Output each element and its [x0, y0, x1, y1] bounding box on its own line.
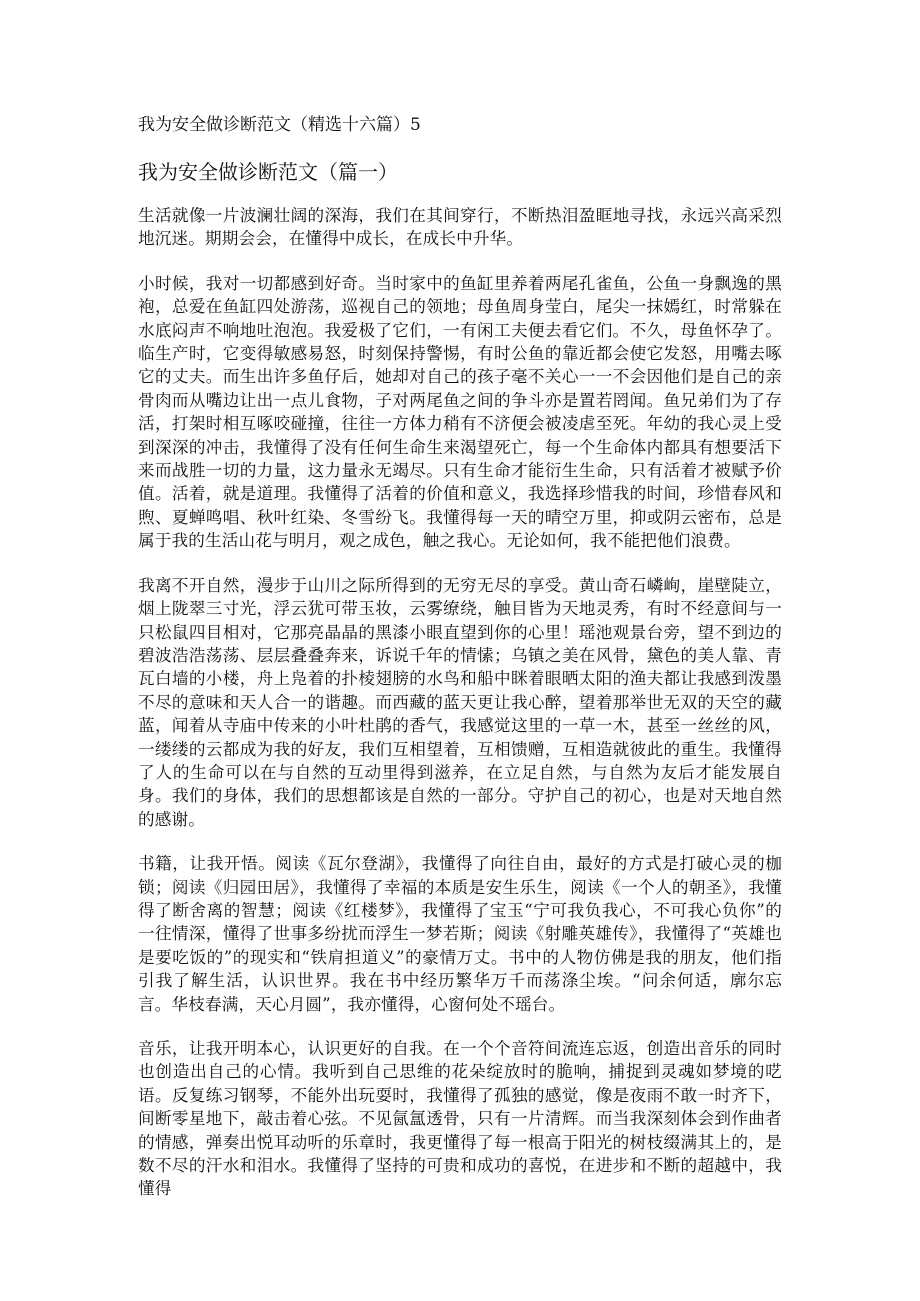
- paragraph-books: 书籍，让我开悟。阅读《瓦尔登湖》，我懂得了向往自由，最好的方式是打破心灵的枷锁；阅读《归园田居》，我懂得了幸福的本质是安生乐生，阅读《一个人的朝圣》，我懂得了断舍离的智慧；阅读《红楼梦》，我懂得了宝玉“宁可我负我心，不可我心负你”的一往情深，懂得了世事多纷扰而浮生一梦若斯；阅读《射雕英雄传》，我懂得了“英雄也是要吃饭的”的现实和“铁肩担道义”的豪情万丈。书中的人物仿佛是我的朋友，他们指引我了解生活，认识世界。我在书中经历繁华万千而荡涤尘埃。“问余何适，廓尔忘言。华枝春满，天心月圆”，我亦懂得，心窗何处不瑶台。: [138, 854, 782, 1014]
- document-title: 我为安全做诊断范文（精选十六篇）5: [138, 115, 421, 135]
- body-text: [138, 204, 782, 1222]
- paragraph-music: 音乐，让我开明本心，认识更好的自我。在一个个音符间流连忘返，创造出音乐的同时也创造出自己的心情。我听到自己思维的花朵绽放时的脆响，捕捉到灵魂如梦境的呓语。反复练习钢琴，不能外出玩耍时，我懂得了孤独的感觉，像是夜雨不敢一时齐下，间断零星地下，敲击着心弦。不见氤氲透骨，只有一片清辉。而当我深刻体会到作曲者的情感，弹奏出悦耳动听的乐章时，我更懂得了每一根高于阳光的树枝缀满其上的，是数不尽的汗水和泪水。我懂得了坚持的可贵和成功的喜悦，在进步和不断的超越中，我懂得: [138, 1039, 782, 1199]
- section-heading: 我为安全做诊断范文（篇一）: [138, 160, 398, 184]
- paragraph-intro: 生活就像一片波澜壮阔的深海，我们在其间穿行，不断热泪盈眶地寻找，永远兴高采烈地沉迷。期期会会，在懂得中成长，在成长中升华。: [138, 206, 782, 249]
- paragraph-nature: 我离不开自然，漫步于山川之际所得到的无穷无尽的享受。黄山奇石嶙峋，崖壁陡立，烟上陇翠三寸光，浮云犹可带玉妆，云雾缭绕，触目皆为天地灵秀，有时不经意间与一只松鼠四目相对，它那亮晶晶的黑漆小眼直望到你的心里！瑶池观景台旁，望不到边的碧波浩浩荡荡、层层叠叠奔来，诉说千年的情愫；乌镇之美在风骨，黛色的美人靠、青瓦白墙的小楼，舟上凫着的扑棱翅膀的水鸟和船中眯着眼晒太阳的渔夫都让我感到泼墨不尽的意味和天人合一的谐趣。而西藏的蓝天更让我心醉，望着那举世无双的天空的藏蓝，闻着从寺庙中传来的小叶杜鹃的香气，我感觉这里的一草一木，甚至一丝丝的风，一缕缕的云都成为我的好友，我们互相望着，互相馈赠，互相造就彼此的重生。我懂得了人的生命可以在与自然的互动里得到滋养，在立足自然，与自然为友后才能发展自身。我们的身体，我们的思想都该是自然的一部分。守护自己的初心，也是对天地自然的感谢。: [138, 575, 782, 829]
- paragraph-childhood-fish: 小时候，我对一切都感到好奇。当时家中的鱼缸里养着两尾孔雀鱼，公鱼一身飘逸的黑袍，总爱在鱼缸四处游荡，巡视自己的领地；母鱼周身莹白，尾尖一抹嫣红，时常躲在水底闷声不响地吐泡泡。我爱极了它们，一有闲工夫便去看它们。不久，母鱼怀孕了。临生产时，它变得敏感易怒，时刻保持警惕，有时公鱼的靠近都会使它发怒，用嘴去啄它的丈夫。而生出许多鱼仔后，她却对自己的孩子毫不关心一一不会因他们是自己的亲骨肉而从嘴边让出一点儿食物，子对两尾鱼之间的争斗亦是置若罔闻。鱼兄弟们为了存活，打架时相互啄咬碰撞，往往一方体力稍有不济便会被凌虐至死。年幼的我心灵上受到深深的冲击，我懂得了没有任何生命生来渴望死亡，每一个生命体内都具有想要活下来而战胜一切的力量，这力量永无竭尽。只有生命才能衍生生命，只有活着才被赋予价值。活着，就是道理。我懂得了活着的价值和意义，我选择珍惜我的时间，珍惜春风和煦、夏蝉鸣唱、秋叶红染、冬雪纷飞。我懂得每一天的晴空万里，抑或阴云密布，总是属于我的生活山花与明月，观之成色，触之我心。无论如何，我不能把他们浪费。: [138, 273, 782, 551]
